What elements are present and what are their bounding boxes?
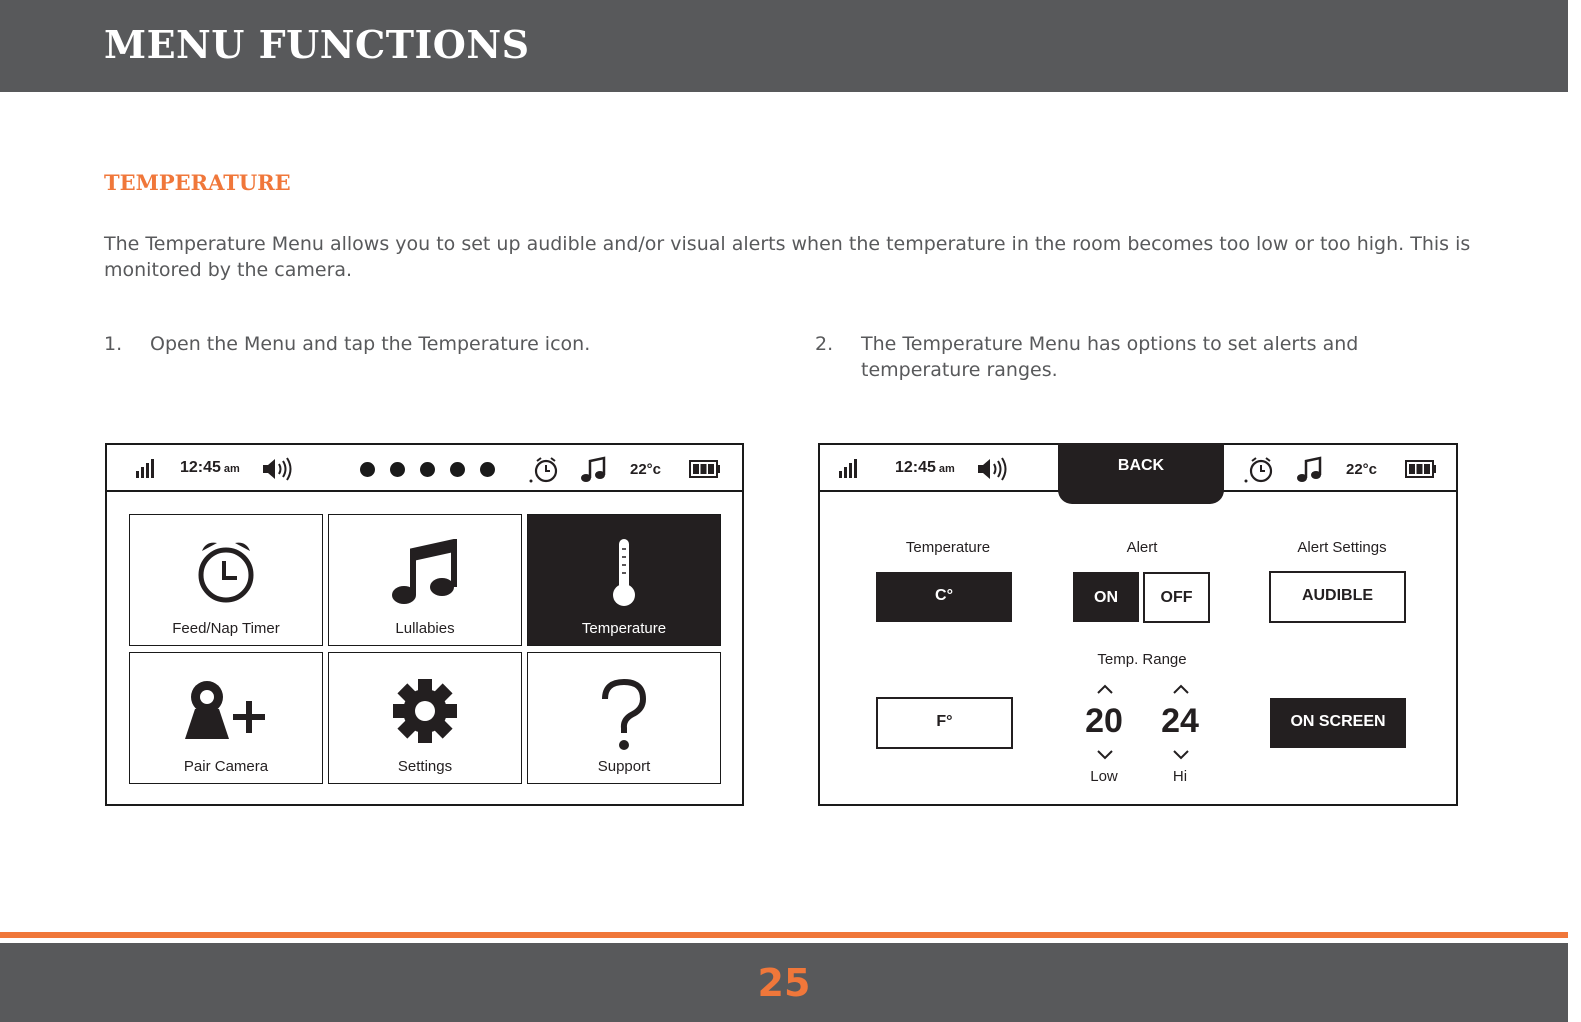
page-header [0, 0, 1568, 92]
high-up-chevron-icon[interactable] [1172, 683, 1190, 695]
footer-accent-line [0, 932, 1568, 938]
music-note-icon [390, 539, 460, 609]
low-down-chevron-icon[interactable] [1096, 749, 1114, 761]
alarm-status-icon [1243, 456, 1275, 484]
camera-dot [360, 462, 375, 477]
clock: 12:45 am [895, 459, 955, 476]
tile-label: Temperature [581, 620, 667, 637]
tile-label: Support [597, 758, 651, 775]
camera-dot [480, 462, 495, 477]
clock: 12:45 am [180, 459, 240, 476]
thermometer-icon [609, 537, 639, 609]
alert-label: Alert [1126, 539, 1158, 556]
page-title: MENU FUNCTIONS [104, 22, 530, 67]
tile-label: Lullabies [395, 620, 455, 637]
music-status-icon [580, 456, 608, 484]
temp-range-label: Temp. Range [1097, 651, 1187, 668]
tile-settings[interactable] [328, 652, 522, 784]
alarm-status-icon [528, 456, 560, 484]
intro-paragraph: The Temperature Menu allows you to set up audible and/or visual alerts when the temperature in the room becomes too low or too high. This is monitored by the camera. [104, 233, 1471, 281]
tile-pair-camera[interactable] [129, 652, 323, 784]
status-bar [107, 445, 742, 492]
temperature-readout: 22°c [630, 461, 662, 478]
question-icon [599, 679, 649, 751]
tile-support[interactable] [527, 652, 721, 784]
section-title: TEMPERATURE [104, 170, 291, 195]
speaker-icon[interactable] [977, 457, 1007, 481]
low-label: Low [1090, 768, 1118, 785]
device-screen-menu [105, 443, 744, 806]
signal-icon [136, 458, 156, 478]
music-status-icon [1296, 456, 1324, 484]
back-button[interactable]: BACK [1058, 443, 1224, 504]
camera-indicator-dots [360, 462, 495, 477]
step-number: 1. [104, 333, 123, 355]
step-text: Open the Menu and tap the Temperature icon. [150, 333, 591, 355]
alert-on-button[interactable]: ON [1073, 572, 1139, 622]
fahrenheit-button[interactable]: F° [876, 697, 1013, 749]
gear-icon [391, 677, 459, 745]
device-screen-temperature [818, 443, 1458, 806]
low-temp-value: 20 [1085, 702, 1123, 740]
tile-temperature[interactable] [527, 514, 721, 646]
high-down-chevron-icon[interactable] [1172, 749, 1190, 761]
high-label: Hi [1172, 768, 1188, 785]
page-footer [0, 943, 1568, 1022]
audible-button[interactable]: AUDIBLE [1269, 571, 1406, 623]
battery-icon [1405, 460, 1437, 478]
camera-dot [390, 462, 405, 477]
alarm-clock-icon [194, 537, 258, 607]
speaker-icon[interactable] [262, 457, 292, 481]
alert-settings-label: Alert Settings [1297, 539, 1387, 556]
status-bar [820, 445, 1456, 492]
tile-feed-nap-timer[interactable] [129, 514, 323, 646]
alert-off-button[interactable]: OFF [1143, 572, 1210, 623]
high-temp-value: 24 [1161, 702, 1199, 740]
on-screen-button[interactable]: ON SCREEN [1270, 698, 1406, 748]
camera-dot [450, 462, 465, 477]
page-number: 25 [757, 961, 811, 1005]
tile-label: Settings [397, 758, 453, 775]
signal-icon [839, 458, 859, 478]
camera-add-icon [181, 675, 271, 745]
step-text: The Temperature Menu has options to set alerts and temperature ranges. [861, 333, 1359, 381]
temperature-readout: 22°c [1346, 461, 1378, 478]
step-number: 2. [815, 333, 834, 355]
tile-lullabies[interactable] [328, 514, 522, 646]
camera-dot [420, 462, 435, 477]
celsius-button[interactable]: C° [876, 572, 1012, 622]
low-up-chevron-icon[interactable] [1096, 683, 1114, 695]
tile-label: Feed/Nap Timer [172, 620, 280, 637]
battery-icon [689, 460, 721, 478]
tile-label: Pair Camera [183, 758, 269, 775]
temperature-unit-label: Temperature [905, 539, 991, 556]
